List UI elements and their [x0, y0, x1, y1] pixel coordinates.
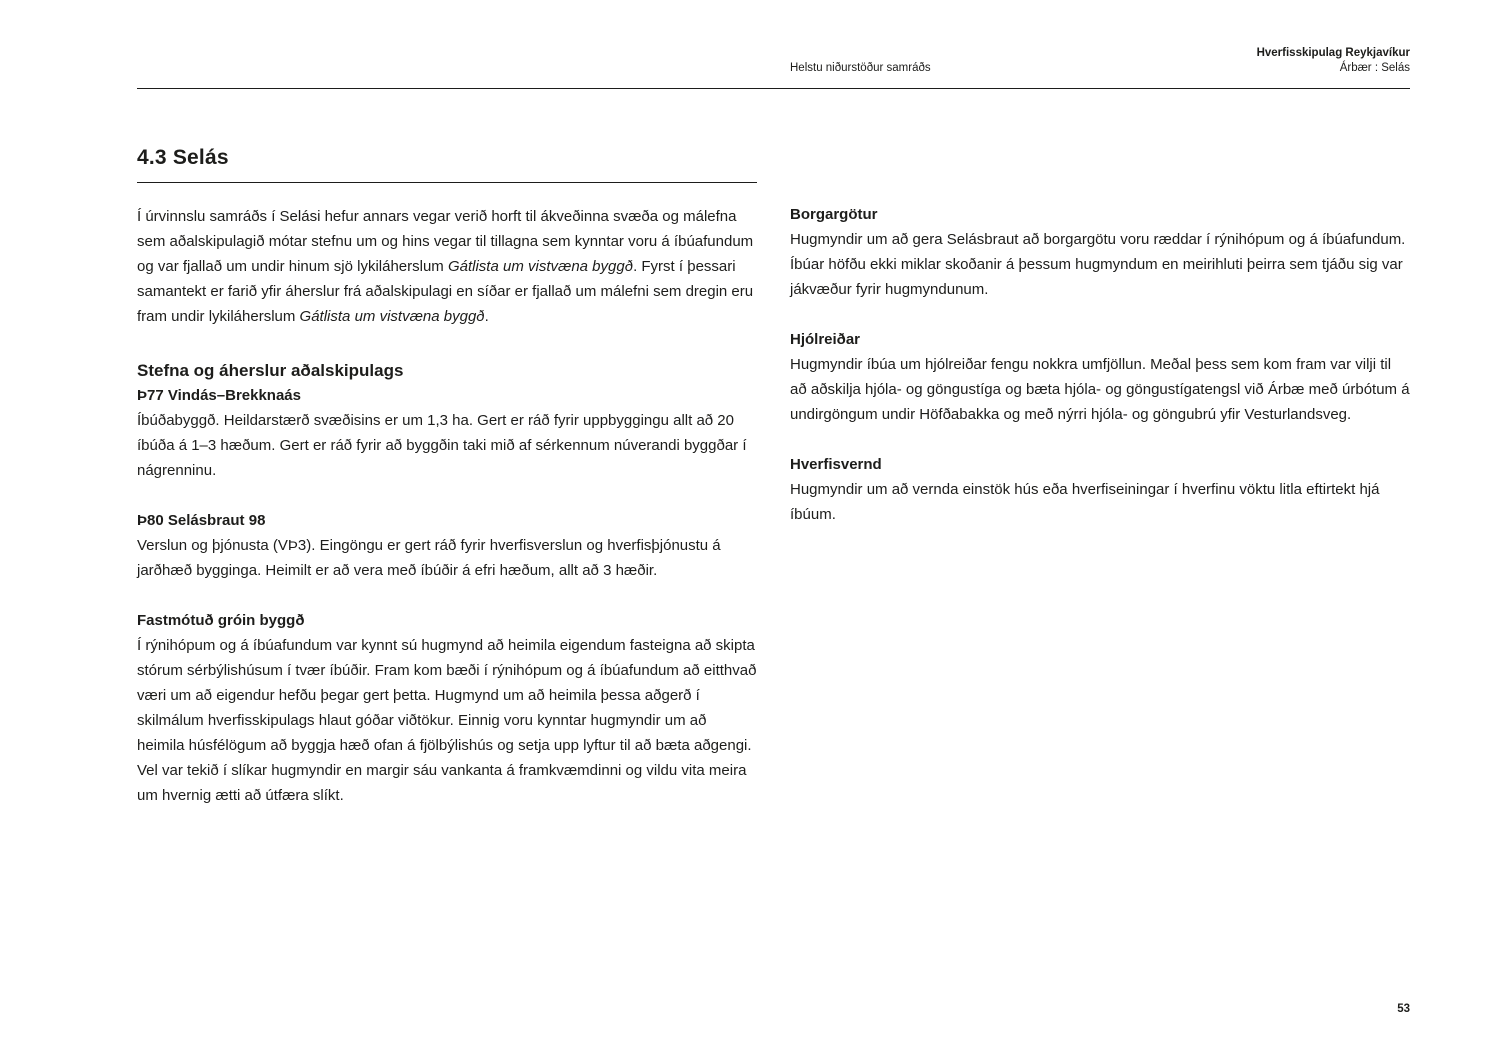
- content-block: [790, 327, 1410, 427]
- header-section-label: Helstu niðurstöður samráðs: [790, 62, 931, 75]
- block-body: Hugmyndir um að gera Selásbraut að borgargötu voru ræddar í rýnihópum og á íbúafundum. Íbúar höfðu ekki miklar skoðanir á þessum hugmyndum en meirihluti þeirra sem tjáðu sig var jákvæður fyrir hugmyndunum.: [790, 231, 1406, 299]
- header-document-subtitle: Árbær : Selás: [1339, 62, 1410, 75]
- right-column: [790, 146, 1410, 808]
- content-block: [137, 383, 757, 483]
- content-columns: [137, 146, 1410, 808]
- block-body: Verslun og þjónusta (VÞ3). Eingöngu er gert ráð fyrir hverfisverslun og hverfisþjónustu á jarðhæð bygginga. Heimilt er að vera með íbúðir á efri hæðum, allt að 3 hæðir.: [137, 537, 721, 580]
- header-right-cell: [790, 46, 1410, 76]
- page-header: [137, 46, 1410, 76]
- intro-segment: .: [484, 308, 489, 326]
- block-body: Hugmyndir um að vernda einstök hús eða hverfiseiningar í hverfinu vöktu litla eftirtekt hjá íbúum.: [790, 481, 1380, 524]
- block-heading: Borgargötur: [790, 206, 878, 224]
- content-block: [137, 508, 757, 583]
- intro-segment: Í úrvinnslu samráðs í Selási hefur annars vegar verið horft til ákveðinna svæða og málefna sem aðalskipulagið mótar stefnu um og hins vegar til tillagna sem kynntar voru á íbúafundum og var fjallað um undir hinum sjö lykiláherslum: [137, 208, 754, 276]
- title-rule: [137, 182, 757, 183]
- block-heading: Fastmótuð gróin byggð: [137, 612, 305, 630]
- left-column: [137, 146, 757, 808]
- intro-segment: . Fyrst í þessari samantekt er farið yfir áherslur frá aðalskipulagi en síðar er fjallað um málefni sem dregin eru fram undir lykiláherslum: [137, 258, 754, 326]
- section-heading: Stefna og áherslur aðalskipulags: [137, 361, 404, 381]
- chapter-title: 4.3 Selás: [137, 146, 229, 170]
- block-heading: Þ80 Selásbraut 98: [137, 512, 266, 530]
- block-heading: Hverfisvernd: [790, 456, 882, 474]
- block-body: Í rýnihópum og á íbúafundum var kynnt sú hugmynd að heimila eigendum fasteigna að skipta stórum sérbýlishúsum í tvær íbúðir. Fram kom bæði í rýnihópum og á íbúafundum að eitthvað væri um að eigendur hefðu þegar gert þetta. Hugmynd um að heimila þessa aðgerð í skilmálum hverfisskipulags hlaut góðar viðtökur. Einnig voru kynntar hugmyndir um að heimila húsfélögum að byggja hæð ofan á fjölbýlishús og setja upp lyftur til að bæta aðgengi. Vel var tekið í slíkar hugmyndir en margir sáu vankanta á framkvæmdinni og vildu vita meira um hvernig ætti að útfæra slíkt.: [137, 637, 757, 805]
- header-document-title: Hverfisskipulag Reykjavíkur: [1256, 47, 1410, 59]
- intro-segment-italic: Gátlista um vistvæna byggð: [447, 258, 634, 276]
- intro-paragraph: [137, 204, 757, 329]
- content-block: [790, 452, 1410, 527]
- header-id-block: [1257, 46, 1410, 76]
- intro-segment-italic: Gátlista um vistvæna byggð: [299, 308, 485, 326]
- block-body: Íbúðabyggð. Heildarstærð svæðisins er um 1,3 ha. Gert er ráð fyrir uppbyggingu allt að 20 íbúða á 1–3 hæðum. Gert er ráð fyrir að byggðin taki mið af sérkennum núverandi byggðar í nágrenninu.: [137, 412, 747, 480]
- page-number: 53: [1397, 1003, 1410, 1015]
- block-heading: Hjólreiðar: [790, 331, 861, 349]
- content-block: [137, 608, 757, 808]
- content-block: [790, 202, 1410, 302]
- block-body: Hugmyndir íbúa um hjólreiðar fengu nokkra umfjöllun. Meðal þess sem kom fram var vilji til að aðskilja hjóla- og göngustíga og bæta hjóla- og göngustígatengsl við Árbæ með úrbótum á undirgöngum undir Höfðabakka og með nýrri hjóla- og göngubrú yfir Vesturlandsveg.: [790, 356, 1410, 424]
- block-heading: Þ77 Vindás–Brekknaás: [137, 387, 301, 405]
- header-rule: [137, 88, 1410, 89]
